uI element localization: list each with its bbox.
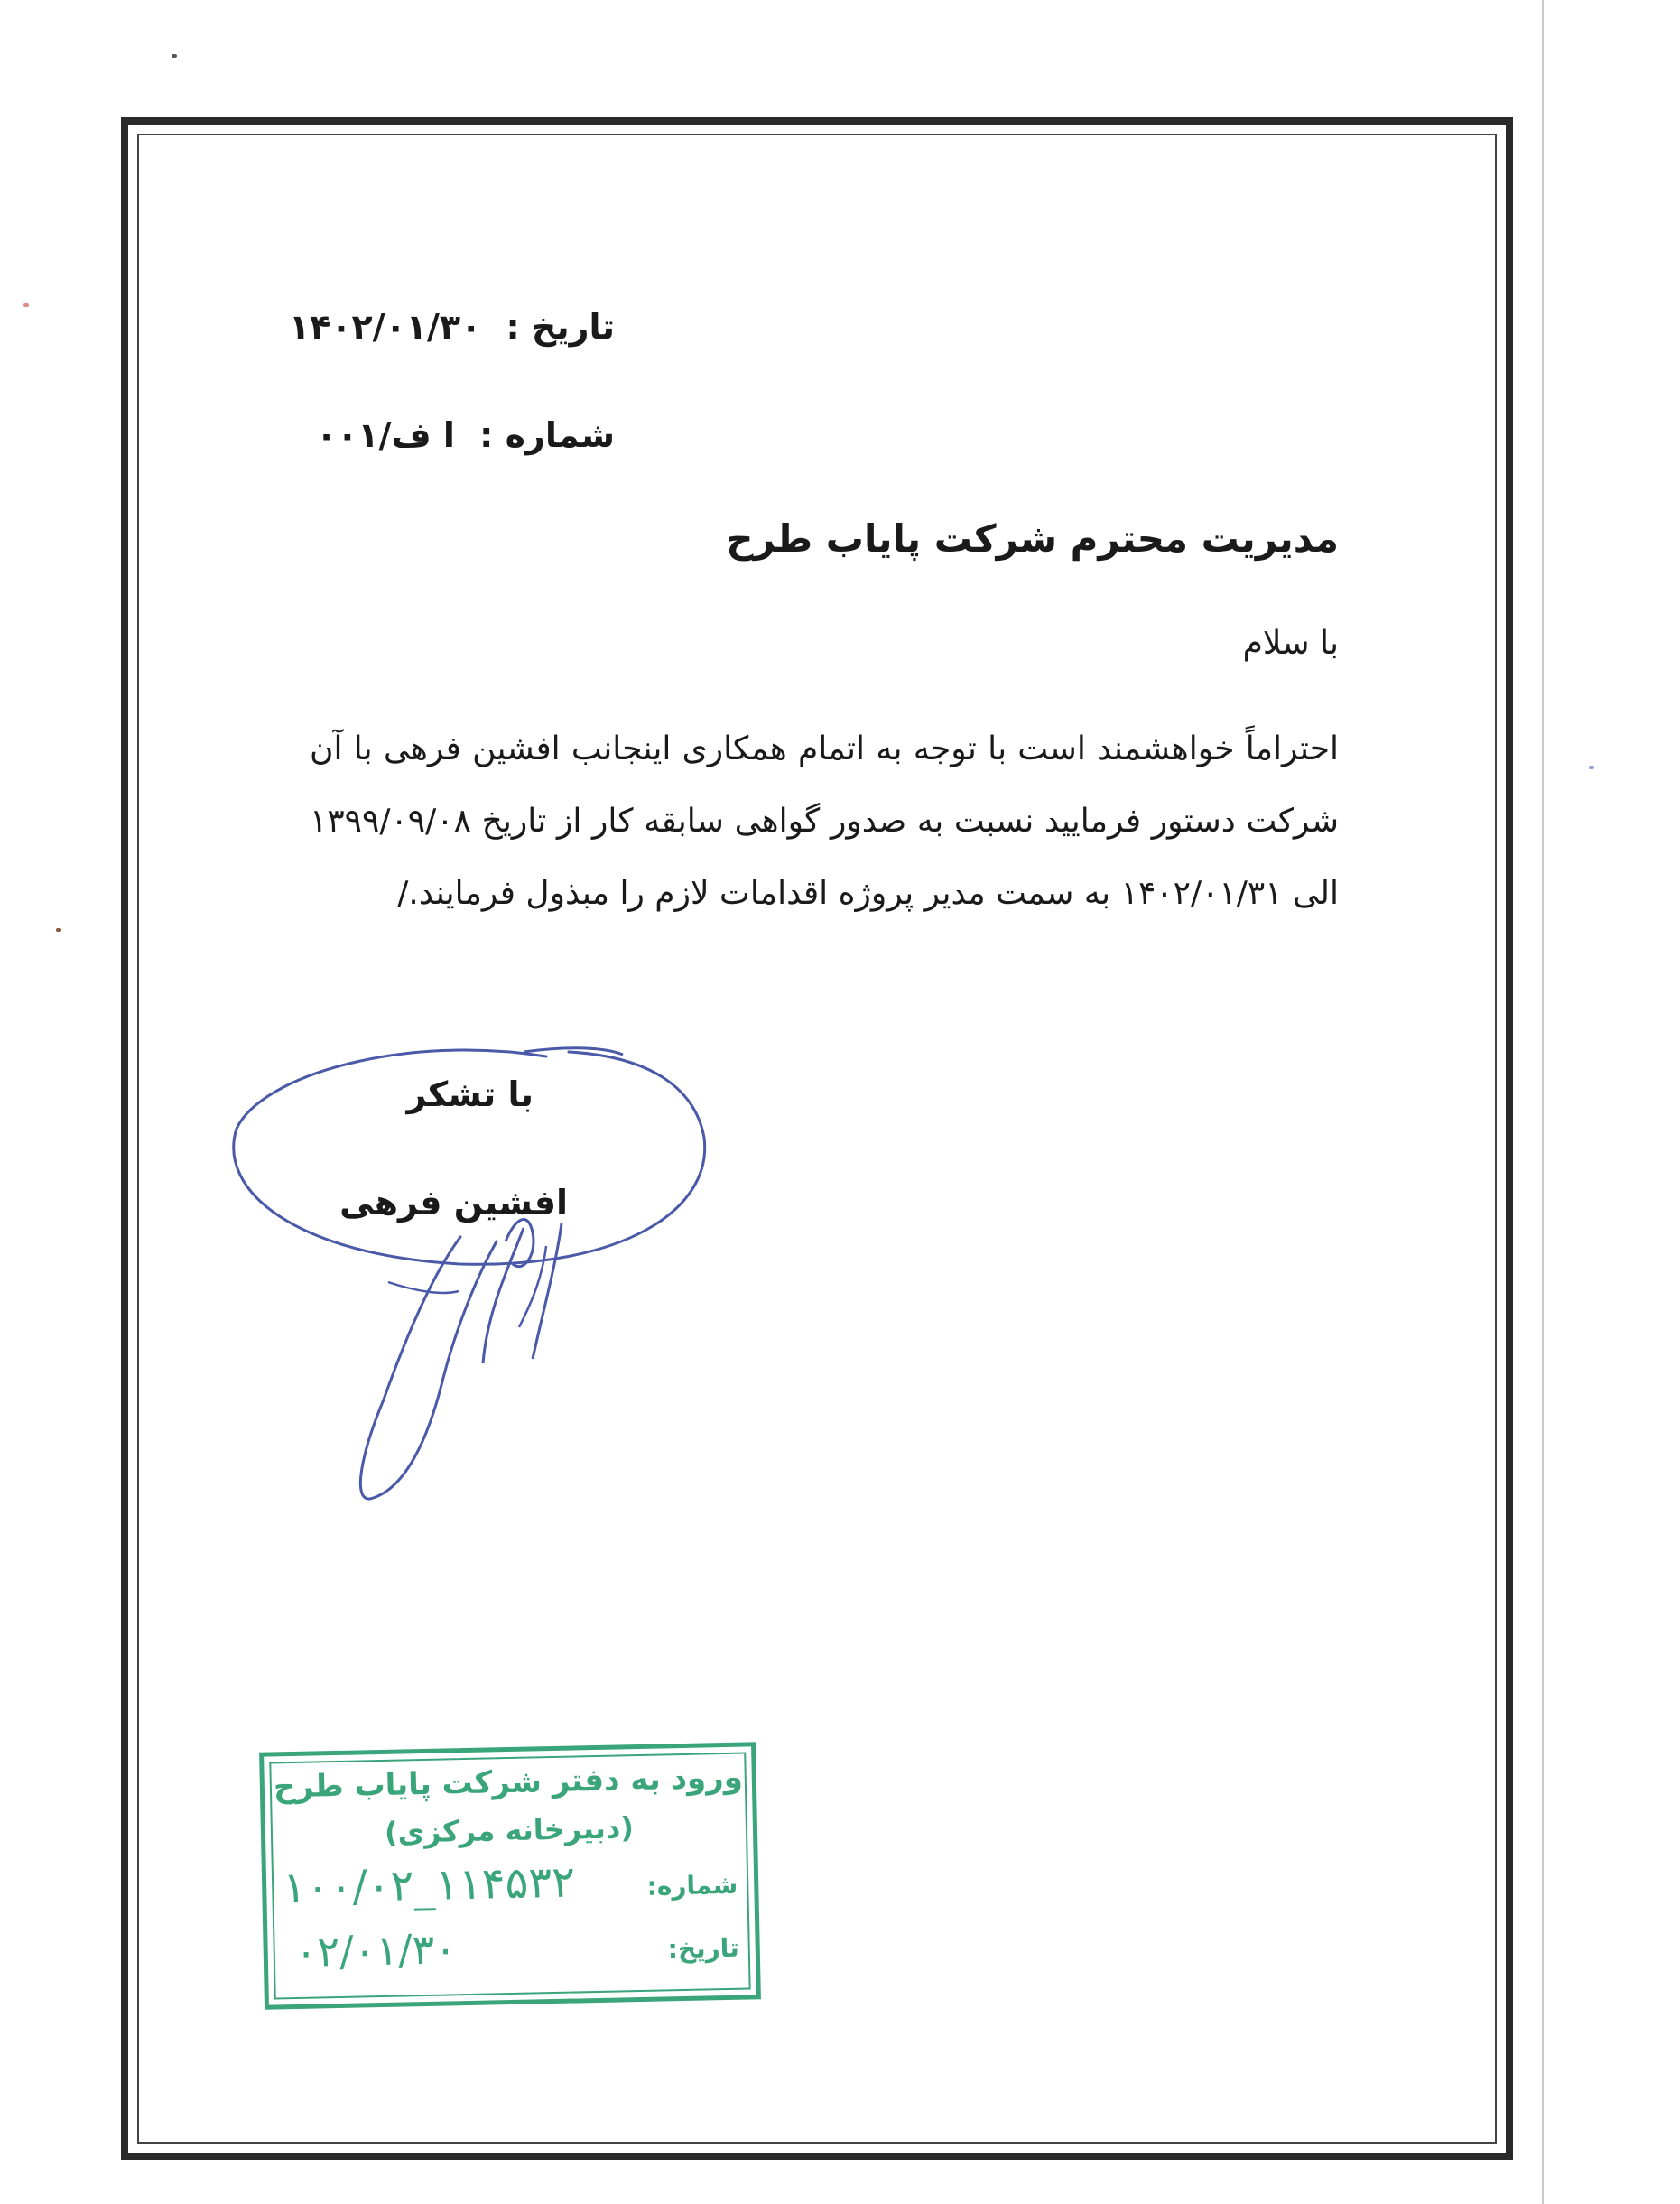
- letter-date: [289, 307, 615, 347]
- number-value: ا ف/۰۰۱: [316, 415, 455, 455]
- salutation: با سلام: [1242, 625, 1339, 662]
- closing-phrase: با تشکر: [406, 1074, 534, 1114]
- scan-speck: [56, 928, 61, 932]
- scan-speck: [172, 54, 177, 58]
- scan-speck: [1589, 766, 1594, 769]
- letter-number: [316, 415, 615, 455]
- recipient-line: مدیریت محترم شرکت پایاب طرح: [726, 516, 1339, 561]
- scan-speck: [23, 303, 29, 307]
- stamp-number-value: ۱۰۰/۰۲_۱۱۴۵۳۲: [282, 1856, 576, 1914]
- stamp-date-label: تاریخ:: [667, 1932, 740, 1965]
- date-value: ۱۴۰۲/۰۱/۳۰: [288, 307, 482, 347]
- signer-name: افشین فرهی: [339, 1183, 568, 1223]
- number-label: شماره :: [479, 415, 615, 455]
- receipt-stamp: [259, 1742, 761, 2009]
- scan-edge: [1542, 0, 1544, 2204]
- stamp-number-label: شماره:: [646, 1869, 738, 1902]
- letter-body: احتراماً خواهشمند است با توجه به اتمام همکاری اینجانب افشین فرهی با آن شرکت دستور فرمایید نسبت به صدور گواهی سابقه کار از تاریخ ۱۳۹۹/۰۹/۰۸ الی ۱۴۰۲/۰۱/۳۱ به سمت مدیر پروژه اقدامات لازم را مبذول فرمایند./: [310, 730, 1339, 912]
- stamp-date-value: ۰۲/۰۱/۳۰: [294, 1924, 458, 1977]
- date-label: تاریخ :: [506, 307, 615, 347]
- stamp-title: ورود به دفتر شرکت پایاب طرح: [273, 1759, 744, 1806]
- stamp-subtitle: (دبیرخانه مرکزی): [384, 1810, 635, 1850]
